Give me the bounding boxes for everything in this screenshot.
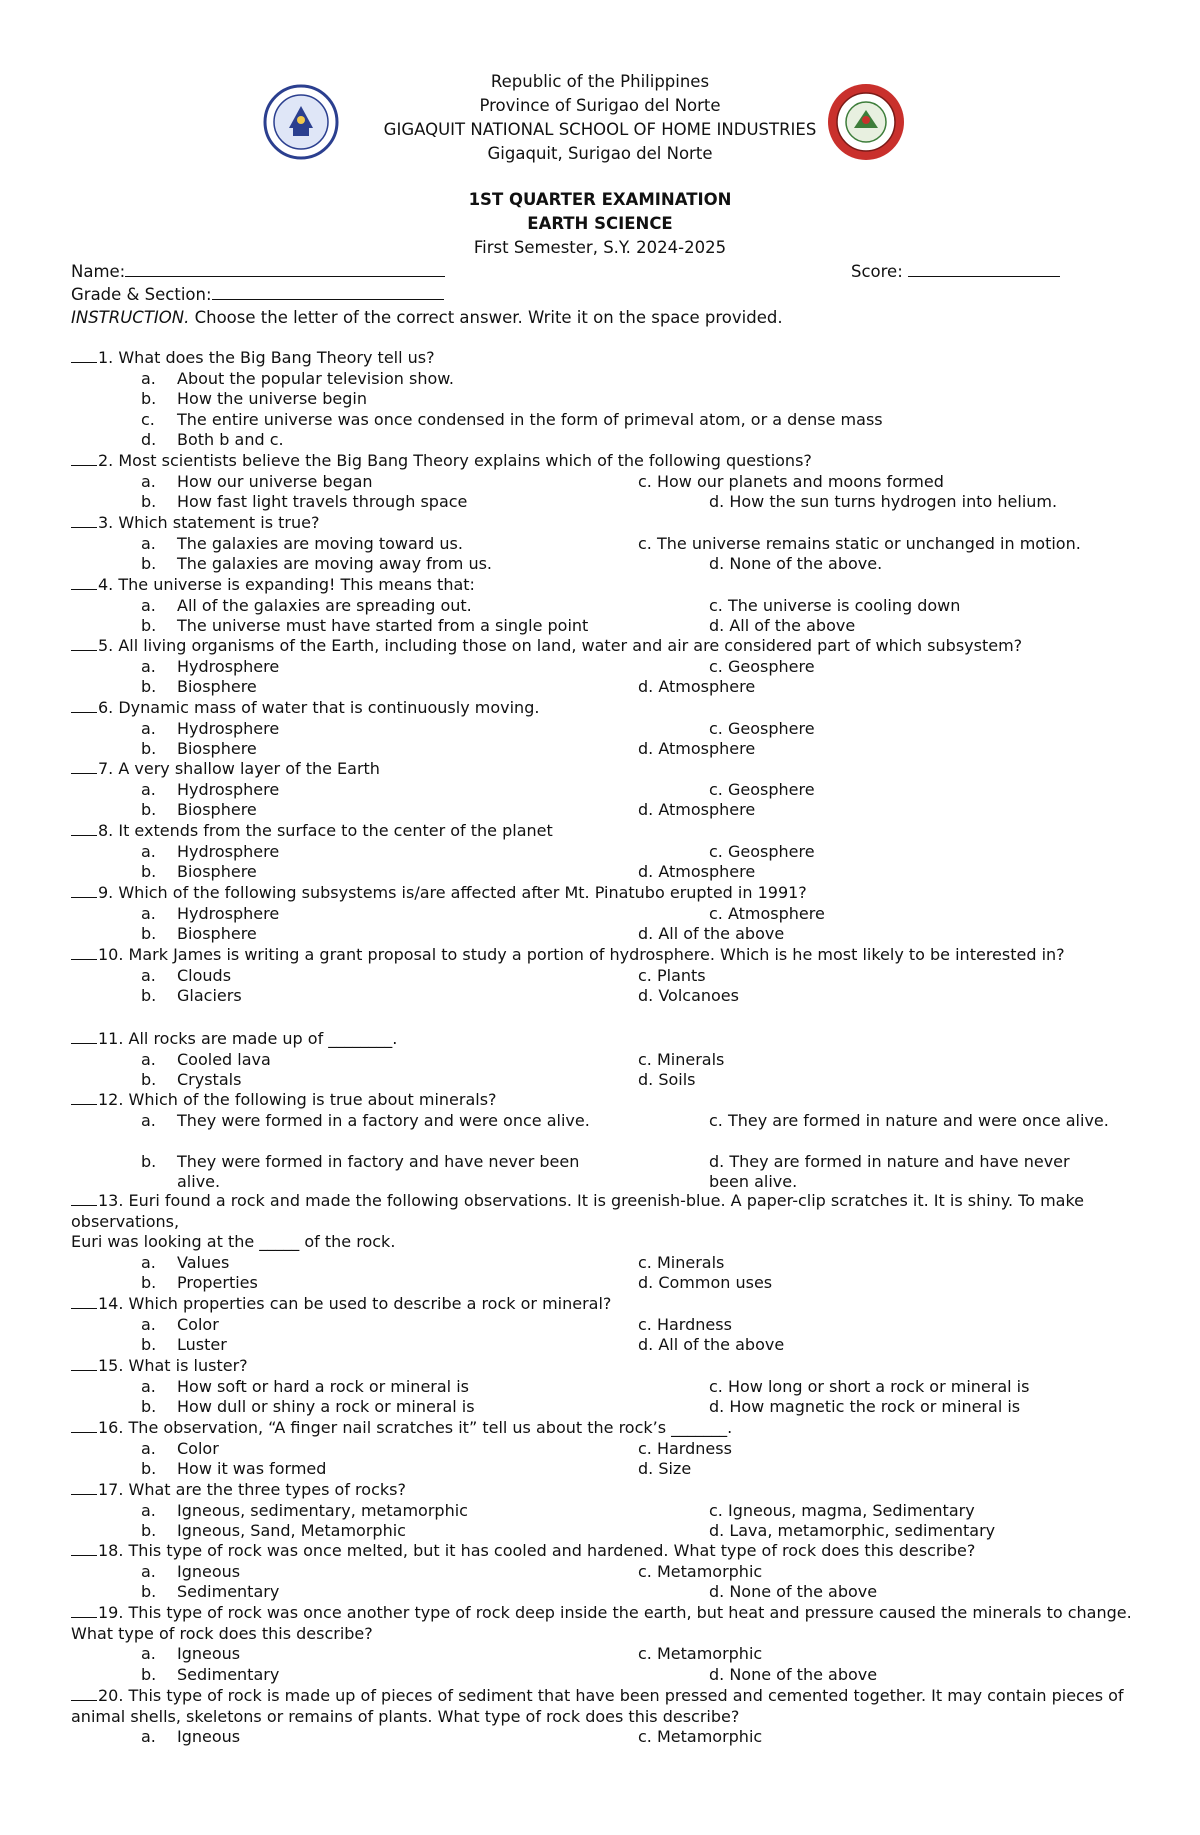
- choice-c: c. How our planets and moons formed: [638, 471, 944, 491]
- choice-text: Glaciers: [177, 986, 242, 1005]
- choice-row: [71, 1273, 1141, 1294]
- question-stem: [71, 513, 1141, 534]
- choice-text: Crystals: [177, 1070, 242, 1089]
- header-line-republic: Republic of the Philippines: [490, 72, 710, 91]
- answer-blank[interactable]: [71, 945, 97, 960]
- choice-letter: a.: [141, 533, 156, 553]
- choice-letter: a.: [141, 1500, 156, 1520]
- choice-text: Igneous, Sand, Metamorphic: [177, 1521, 406, 1540]
- question-item: [71, 1191, 1141, 1294]
- question-stem: [71, 1029, 1141, 1050]
- question-text: 18. This type of rock was once melted, but it has cooled and hardened. What type of rock does this describe?: [98, 1541, 976, 1560]
- choice-text: Hydrosphere: [177, 718, 280, 738]
- question-text: 2. Most scientists believe the Big Bang Theory explains which of the following questions?: [98, 451, 812, 470]
- answer-blank[interactable]: [71, 451, 97, 466]
- question-text: 12. Which of the following is true about minerals?: [98, 1090, 497, 1109]
- question-item: [71, 945, 1141, 1007]
- choice-letter: b.: [141, 862, 157, 881]
- choice-letter: b.: [141, 554, 157, 573]
- question-stem: [71, 1191, 1141, 1232]
- question-item: [71, 451, 1141, 513]
- choice-c: c. Geosphere: [709, 718, 815, 738]
- choice-c: c. They are formed in nature and were once alive.: [709, 1110, 1109, 1130]
- choice-d: d. All of the above: [709, 616, 856, 635]
- answer-blank[interactable]: [71, 636, 97, 651]
- choice-text: Hydrosphere: [177, 903, 280, 923]
- question-text: 8. It extends from the surface to the center of the planet: [98, 821, 553, 840]
- answer-blank[interactable]: [71, 1191, 97, 1206]
- choice-d: d. Volcanoes: [638, 986, 739, 1005]
- choice-row: [71, 1459, 1141, 1480]
- choice-letter: b.: [141, 1664, 157, 1684]
- instruction-text: Choose the letter of the correct answer. Write it on the space provided.: [189, 308, 783, 327]
- answer-blank[interactable]: [71, 1356, 97, 1371]
- choice-text: Hydrosphere: [177, 656, 280, 676]
- choice-row: [71, 1335, 1141, 1356]
- choice-letter: b.: [141, 739, 157, 758]
- choice-text: The galaxies are moving toward us.: [177, 533, 463, 553]
- choice-text: Biosphere: [177, 800, 257, 819]
- choice-text: Clouds: [177, 965, 232, 985]
- choice-text: Both b and c.: [177, 430, 284, 449]
- header-line-address: Gigaquit, Surigao del Norte: [487, 144, 713, 163]
- question-stem: [71, 575, 1141, 596]
- choice-text: Biosphere: [177, 739, 257, 758]
- choice-row: [71, 1070, 1141, 1091]
- choice-text: Igneous: [177, 1561, 241, 1581]
- choice-text: Properties: [177, 1273, 258, 1292]
- answer-blank[interactable]: [71, 1603, 97, 1618]
- question-text: 4. The universe is expanding! This means that:: [98, 575, 475, 594]
- question-item: [71, 1029, 1141, 1091]
- question-text: 20. This type of rock is made up of pieces of sediment that have been pressed and cemented together. It may contain pieces of animal shells, skeletons or remains of plants. What type of rock does this describe?: [71, 1686, 1124, 1726]
- choice-row: [71, 1582, 1141, 1603]
- choice-letter: d.: [141, 430, 157, 449]
- question-item: [71, 1418, 1141, 1480]
- choice-text: Sedimentary: [177, 1664, 280, 1684]
- question-item: [71, 575, 1141, 637]
- question-text-continued: Euri was looking at the _____ of the rock.: [71, 1232, 396, 1251]
- choice-letter: b.: [141, 1335, 157, 1354]
- choice-row: [71, 842, 1141, 863]
- choice-row: [71, 1315, 1141, 1336]
- choice-row: [71, 1501, 1141, 1522]
- question-stem: [71, 1356, 1141, 1377]
- choice-letter: a.: [141, 471, 156, 491]
- choice-text: How the universe begin: [177, 389, 367, 408]
- choice-row: [71, 1050, 1141, 1071]
- choice-letter: b.: [141, 800, 157, 819]
- choice-text: Cooled lava: [177, 1049, 271, 1069]
- question-text: 15. What is luster?: [98, 1356, 248, 1375]
- question-item: [71, 636, 1141, 698]
- choice-text: Hydrosphere: [177, 779, 280, 799]
- choice-row: [71, 986, 1141, 1007]
- school-header: [0, 70, 1200, 166]
- question-item: [71, 821, 1141, 883]
- question-stem: [71, 1418, 1141, 1439]
- choice-text: Igneous: [177, 1644, 241, 1663]
- question-text: 10. Mark James is writing a grant proposal to study a portion of hydrosphere. Which is he most likely to be interested in?: [98, 945, 1065, 964]
- question-stem: [71, 698, 1141, 719]
- choice-letter: b.: [141, 1459, 157, 1478]
- choice-row: [71, 1521, 1141, 1542]
- choice-letter: b.: [141, 677, 157, 696]
- choice-row: [71, 1152, 1141, 1193]
- answer-blank[interactable]: [71, 883, 97, 898]
- choice-letter: a.: [141, 595, 156, 615]
- name-label: Name:: [71, 262, 126, 281]
- choice-letter: b.: [141, 924, 157, 943]
- choice-d: d. Atmosphere: [638, 677, 756, 696]
- answer-blank[interactable]: [71, 698, 97, 713]
- question-stem: [71, 451, 1141, 472]
- choice-row: [71, 862, 1141, 883]
- choice-row: [71, 492, 1141, 513]
- choice-letter: a.: [141, 1049, 156, 1069]
- answer-blank[interactable]: [71, 1294, 97, 1309]
- choice-c: [71, 410, 1141, 431]
- choice-text: Igneous, sedimentary, metamorphic: [177, 1500, 468, 1520]
- choice-letter: b.: [141, 1397, 157, 1416]
- choice-letter: b.: [141, 492, 157, 511]
- choice-row: [71, 1439, 1141, 1460]
- choice-row: [71, 472, 1141, 493]
- header-line-province: Province of Surigao del Norte: [479, 96, 721, 115]
- choice-letter: b.: [141, 1151, 157, 1171]
- choice-d: d. Atmosphere: [638, 862, 756, 881]
- exam-subject: EARTH SCIENCE: [527, 214, 673, 233]
- answer-blank[interactable]: [71, 575, 97, 590]
- choice-row: [71, 1644, 1141, 1665]
- choice-row: [71, 800, 1141, 821]
- choice-row: [71, 780, 1141, 801]
- question-text: 9. Which of the following subsystems is/are affected after Mt. Pinatubo erupted in 1991?: [98, 883, 807, 902]
- choice-text: The entire universe was once condensed in the form of primeval atom, or a dense mass: [177, 409, 883, 429]
- question-stem: [71, 945, 1141, 966]
- choice-row: [71, 1727, 1141, 1748]
- choice-letter: b.: [141, 1273, 157, 1292]
- name-row: [71, 260, 445, 283]
- question-item: [71, 1603, 1141, 1685]
- choice-text: They were formed in factory and have never been alive.: [177, 1151, 580, 1191]
- choice-letter: b.: [141, 1521, 157, 1540]
- choice-row: [71, 534, 1141, 555]
- answer-blank[interactable]: [71, 1480, 97, 1495]
- choice-d: d. Atmosphere: [638, 739, 756, 758]
- choice-row: [71, 616, 1141, 637]
- question-text: 14. Which properties can be used to describe a rock or mineral?: [98, 1294, 612, 1313]
- choice-text: Sedimentary: [177, 1582, 280, 1601]
- choice-text: How fast light travels through space: [177, 492, 468, 511]
- question-item: [71, 1686, 1141, 1748]
- question-text: 17. What are the three types of rocks?: [98, 1480, 406, 1499]
- choice-c: c. Minerals: [638, 1049, 725, 1069]
- choice-row: [71, 739, 1141, 760]
- question-item: [71, 759, 1141, 821]
- choice-row: [71, 966, 1141, 987]
- answer-blank[interactable]: [71, 348, 97, 363]
- choice-c: c. Atmosphere: [709, 903, 825, 923]
- choice-row: [71, 1665, 1141, 1686]
- choice-c: c. Minerals: [638, 1252, 725, 1272]
- answer-blank[interactable]: [71, 1418, 97, 1433]
- question-stem: [71, 759, 1141, 780]
- question-stem: [71, 348, 1141, 369]
- question-stem: [71, 883, 1141, 904]
- question-text: 1. What does the Big Bang Theory tell us?: [98, 348, 435, 367]
- choice-letter: a.: [141, 903, 156, 923]
- choice-row: [71, 1397, 1141, 1418]
- answer-blank[interactable]: [71, 513, 97, 528]
- name-field[interactable]: [125, 260, 445, 277]
- choice-letter: a.: [141, 965, 156, 985]
- question-item: [71, 1356, 1141, 1418]
- choice-d: d. All of the above: [638, 924, 785, 943]
- question-stem: [71, 1090, 1141, 1111]
- answer-blank[interactable]: [71, 1090, 97, 1105]
- answer-blank[interactable]: [71, 1686, 97, 1701]
- question-item: [71, 513, 1141, 575]
- choice-row: [71, 924, 1141, 945]
- question-stem: [71, 1603, 1141, 1644]
- question-stem: [71, 821, 1141, 842]
- choice-c: c. The universe is cooling down: [709, 595, 961, 615]
- choice-row: [71, 596, 1141, 617]
- grade-label: Grade & Section:: [71, 285, 212, 304]
- choice-d: d. None of the above: [709, 1664, 878, 1684]
- choice-d: d. Atmosphere: [638, 800, 756, 819]
- choice-letter: a.: [141, 1252, 156, 1272]
- choice-row: [71, 1253, 1141, 1274]
- question-stem: [71, 1541, 1141, 1562]
- choice-row: [71, 677, 1141, 698]
- choice-c: c. The universe remains static or unchanged in motion.: [638, 533, 1081, 553]
- choice-letter: c.: [141, 409, 155, 429]
- choice-text: Biosphere: [177, 862, 257, 881]
- choice-letter: a.: [141, 1644, 156, 1663]
- choice-c: c. Plants: [638, 965, 706, 985]
- choice-c: c. Geosphere: [709, 779, 815, 799]
- choice-letter: b.: [141, 616, 157, 635]
- choice-d: d. They are formed in nature and have never been alive.: [709, 1151, 1070, 1191]
- question-stem: [71, 1480, 1141, 1501]
- choice-text: Biosphere: [177, 677, 257, 696]
- exam-title: 1ST QUARTER EXAMINATION: [468, 190, 732, 209]
- question-stem: [71, 636, 1141, 657]
- instruction-label: INSTRUCTION.: [71, 308, 190, 327]
- question-text: 5. All living organisms of the Earth, including those on land, water and air are considered part of which subsystem?: [98, 636, 1023, 655]
- choice-text: Color: [177, 1314, 219, 1334]
- question-stem: [71, 1294, 1141, 1315]
- choice-letter: a.: [141, 1727, 156, 1746]
- choice-d: d. How magnetic the rock or mineral is: [709, 1397, 1021, 1416]
- question-item: [71, 1294, 1141, 1356]
- choice-letter: a.: [141, 1314, 156, 1334]
- instruction: [71, 307, 783, 329]
- choice-c: c. Metamorphic: [638, 1727, 763, 1746]
- choice-d: d. None of the above: [709, 1582, 878, 1601]
- choice-text: About the popular television show.: [177, 368, 454, 388]
- answer-blank[interactable]: [71, 759, 97, 774]
- question-text: 6. Dynamic mass of water that is continuously moving.: [98, 698, 540, 717]
- question-item: [71, 1090, 1141, 1193]
- question-item: [71, 698, 1141, 760]
- choice-letter: b.: [141, 1582, 157, 1601]
- choice-c: c. Metamorphic: [638, 1561, 763, 1581]
- grade-field[interactable]: [212, 283, 444, 300]
- choice-letter: a.: [141, 1110, 156, 1130]
- choice-b: [71, 389, 1141, 410]
- choice-text: Hydrosphere: [177, 841, 280, 861]
- answer-blank[interactable]: [71, 821, 97, 836]
- choice-text: Color: [177, 1438, 219, 1458]
- question-text: 3. Which statement is true?: [98, 513, 320, 532]
- choice-letter: a.: [141, 841, 156, 861]
- choice-text: How soft or hard a rock or mineral is: [177, 1376, 469, 1396]
- choice-d: d. None of the above.: [709, 554, 883, 573]
- choice-text: Biosphere: [177, 924, 257, 943]
- choice-c: c. How long or short a rock or mineral is: [709, 1376, 1030, 1396]
- choice-letter: b.: [141, 1070, 157, 1089]
- choice-letter: b.: [141, 389, 157, 408]
- choice-text: They were formed in a factory and were once alive.: [177, 1110, 590, 1130]
- choice-text: Luster: [177, 1335, 227, 1354]
- choice-letter: a.: [141, 779, 156, 799]
- header-line-school: GIGAQUIT NATIONAL SCHOOL OF HOME INDUSTRIES: [383, 120, 817, 139]
- score-row: [851, 260, 1060, 283]
- exam-term: First Semester, S.Y. 2024-2025: [473, 238, 727, 257]
- question-text: 19. This type of rock was once another type of rock deep inside the earth, but heat and pressure caused the minerals to change. What type of rock does this describe?: [71, 1603, 1132, 1643]
- choice-text: Values: [177, 1252, 230, 1272]
- choice-letter: a.: [141, 1561, 156, 1581]
- choice-d: d. Soils: [638, 1070, 696, 1089]
- question-item: [71, 1541, 1141, 1603]
- choice-text: The galaxies are moving away from us.: [177, 554, 492, 573]
- choice-row: [71, 657, 1141, 678]
- choice-row: [71, 719, 1141, 740]
- choice-c: c. Hardness: [638, 1314, 732, 1334]
- choice-d: [71, 430, 1141, 451]
- choice-letter: a.: [141, 1376, 156, 1396]
- choice-c: c. Geosphere: [709, 841, 815, 861]
- choice-d: d. Size: [638, 1459, 692, 1478]
- question-text: 7. A very shallow layer of the Earth: [98, 759, 380, 778]
- choice-d: d. Common uses: [638, 1273, 773, 1292]
- score-label: Score:: [851, 262, 903, 281]
- question-text: 13. Euri found a rock and made the following observations. It is greenish-blue. A paper-clip scratches it. It is shiny. To make observations,: [71, 1191, 1085, 1231]
- choice-row: [71, 554, 1141, 575]
- grade-row: [71, 283, 444, 306]
- choice-text: How it was formed: [177, 1459, 327, 1478]
- choice-letter: a.: [141, 368, 156, 388]
- choice-d: d. How the sun turns hydrogen into helium.: [709, 492, 1058, 511]
- choice-letter: b.: [141, 986, 157, 1005]
- question-stem: [71, 1686, 1141, 1727]
- question-text: 16. The observation, “A finger nail scratches it” tell us about the rock’s _______.: [98, 1418, 733, 1437]
- choice-c: c. Hardness: [638, 1438, 732, 1458]
- choice-row: [71, 904, 1141, 925]
- choice-c: c. Geosphere: [709, 656, 815, 676]
- choice-d: d. All of the above: [638, 1335, 785, 1354]
- choice-letter: a.: [141, 656, 156, 676]
- question-text: 11. All rocks are made up of ________.: [98, 1029, 398, 1048]
- answer-blank[interactable]: [71, 1029, 97, 1044]
- choice-row: [71, 1377, 1141, 1398]
- choice-c: c. Metamorphic: [638, 1644, 763, 1663]
- choice-text: All of the galaxies are spreading out.: [177, 595, 472, 615]
- choice-text: Igneous: [177, 1727, 241, 1746]
- choice-a: [71, 369, 1141, 390]
- choice-text: How dull or shiny a rock or mineral is: [177, 1397, 475, 1416]
- choice-d: d. Lava, metamorphic, sedimentary: [709, 1521, 996, 1540]
- choice-text: The universe must have started from a single point: [177, 616, 589, 635]
- question-item: [71, 348, 1141, 451]
- choice-letter: a.: [141, 1438, 156, 1458]
- question-item: [71, 1480, 1141, 1542]
- choice-letter: a.: [141, 718, 156, 738]
- answer-blank[interactable]: [71, 1541, 97, 1556]
- choice-c: c. Igneous, magma, Sedimentary: [709, 1500, 975, 1520]
- question-item: [71, 883, 1141, 945]
- choice-row: [71, 1111, 1141, 1152]
- choice-text: How our universe began: [177, 471, 373, 491]
- score-field[interactable]: [908, 260, 1060, 277]
- choice-row: [71, 1562, 1141, 1583]
